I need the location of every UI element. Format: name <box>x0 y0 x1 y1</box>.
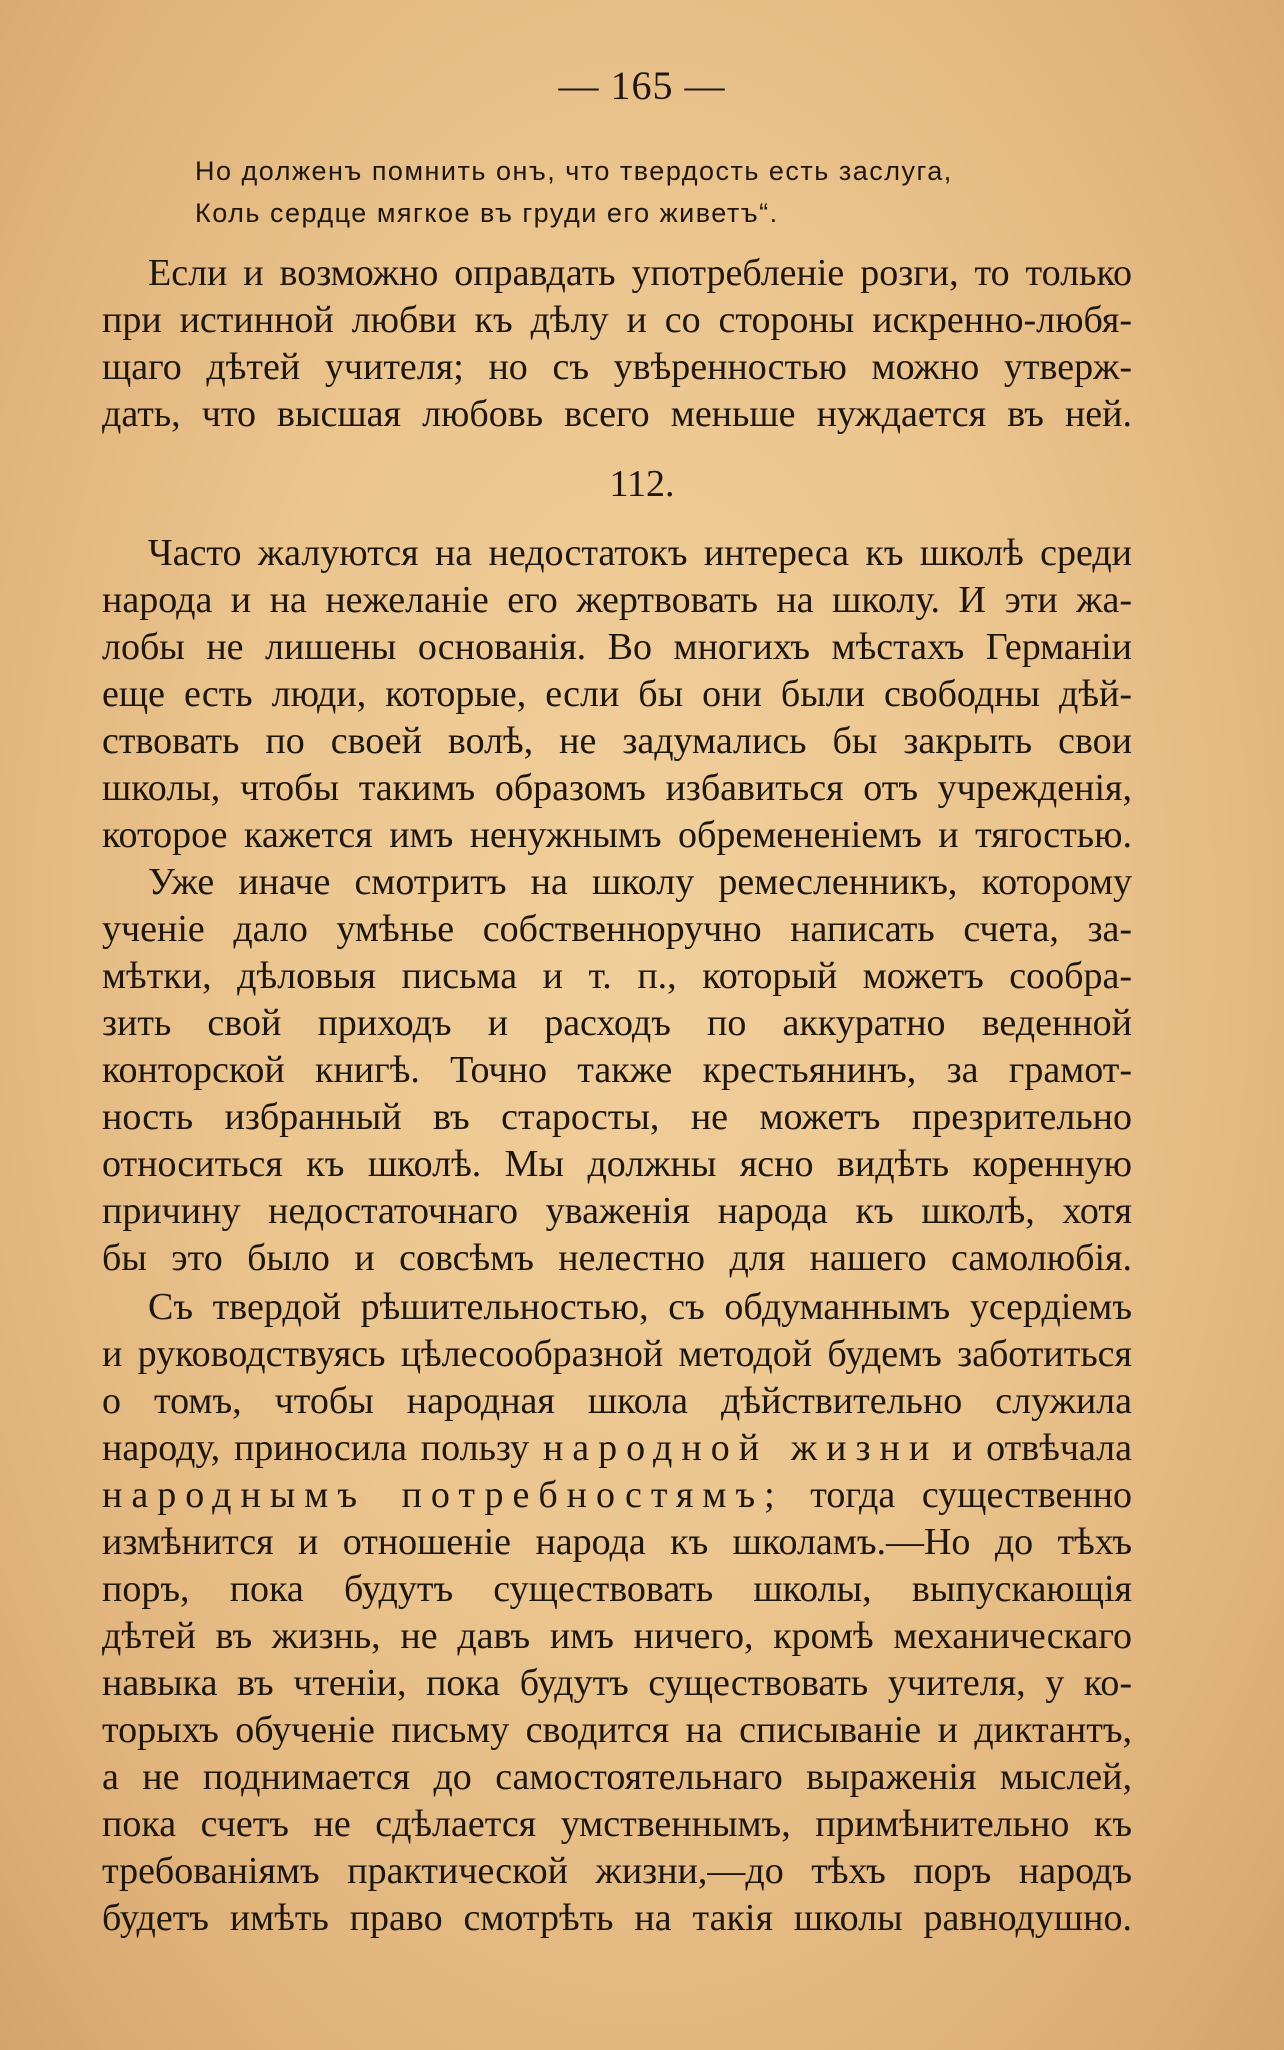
text-line: бы это было и совсѣмъ нелестно для нашего самолюбія. <box>102 1237 1132 1279</box>
text-line: будетъ имѣть право смотрѣть на такія школы равнодушно. <box>102 1897 1132 1939</box>
paragraph-1 <box>102 250 1132 438</box>
text-line: дѣтей въ жизнь, не давъ имъ ничего, кромѣ механическаго <box>102 1615 1132 1657</box>
text-line: пока счетъ не сдѣлается умственнымъ, примѣнительно къ <box>102 1803 1132 1845</box>
epigraph-line: Коль сердце мягкое въ груди его живетъ“. <box>195 198 779 228</box>
paragraph-4 <box>102 1284 1132 1942</box>
text-line: торыхъ обученіе письму сводится на списываніе и диктантъ, <box>102 1709 1132 1751</box>
text-line: конторской книгѣ. Точно также крестьянинъ, за грамот- <box>102 1049 1132 1091</box>
text-line: школы, чтобы такимъ образомъ избавиться отъ учрежденія, <box>102 767 1132 809</box>
text-line: навыка въ чтеніи, пока будутъ существовать учителя, у ко- <box>102 1662 1132 1704</box>
text-line: Уже иначе смотритъ на школу ремесленникъ, которому <box>148 861 1132 903</box>
spaced-emphasis: народнымъ потребностямъ; <box>102 1474 784 1516</box>
text-line <box>102 1425 1132 1472</box>
text-line: причину недостаточнаго уваженія народа къ школѣ, хотя <box>102 1190 1132 1232</box>
text-line: ученіе дало умѣнье собственноручно написать счета, за- <box>102 908 1132 950</box>
text-line: дать, что высшая любовь всего меньше нуждается въ ней. <box>102 393 1132 435</box>
text-line: народа и на нежеланіе его жертвовать на школу. И эти жа- <box>102 579 1132 621</box>
text-line <box>102 1472 1132 1519</box>
text-line: лобы не лишены основанія. Во многихъ мѣстахъ Германіи <box>102 626 1132 668</box>
epigraph-line: Но долженъ помнить онъ, что твердость есть заслуга, <box>195 156 953 186</box>
text-line: Часто жалуются на недостатокъ интереса къ школѣ среди <box>148 532 1132 574</box>
text-line: измѣнится и отношеніе народа къ школамъ.—Но до тѣхъ <box>102 1521 1132 1563</box>
text-line: поръ, пока будутъ существовать школы, выпускающія <box>102 1568 1132 1610</box>
text-line: относиться къ школѣ. Мы должны ясно видѣть коренную <box>102 1143 1132 1185</box>
text-fragment: народу, приносила пользу <box>102 1427 530 1469</box>
paragraph-3 <box>102 859 1132 1282</box>
text-line: при истинной любви къ дѣлу и со стороны искренно-любя- <box>102 299 1132 341</box>
text-line: еще есть люди, которые, если бы они были свободны дѣй- <box>102 673 1132 715</box>
text-line: о томъ, чтобы народная школа дѣйствительно служила <box>102 1380 1132 1422</box>
text-line: зить свой приходъ и расходъ по аккуратно веденной <box>102 1002 1132 1044</box>
text-line: ность избранный въ старосты, не можетъ презрительно <box>102 1096 1132 1138</box>
text-fragment: тогда существенно <box>810 1474 1132 1516</box>
text-fragment: и отвѣчала <box>952 1427 1132 1469</box>
text-line: Съ твердой рѣшительностью, съ обдуманнымъ усердіемъ <box>148 1286 1132 1328</box>
page-number: — 165 — <box>558 63 726 108</box>
text-line: и руководствуясь цѣлесообразной методой будемъ заботиться <box>102 1333 1132 1375</box>
text-line: щаго дѣтей учителя; но съ увѣренностью можно утверж- <box>102 346 1132 388</box>
epigraph <box>195 150 1075 234</box>
text-line: Если и возможно оправдать употребленіе розги, то только <box>148 252 1132 294</box>
section-number: 112. <box>609 463 675 505</box>
text-line: требованіямъ практической жизни,—до тѣхъ поръ народъ <box>102 1850 1132 1892</box>
text-line: а не поднимается до самостоятельнаго выраженія мыслей, <box>102 1756 1132 1798</box>
text-line: которое кажется имъ ненужнымъ обремененіемъ и тягостью. <box>102 814 1132 856</box>
spaced-emphasis: народной жизни <box>542 1427 939 1469</box>
paragraph-2 <box>102 530 1132 859</box>
text-line: ствовать по своей волѣ, не задумались бы закрыть свои <box>102 720 1132 762</box>
text-line: мѣтки, дѣловыя письма и т. п., который можетъ сообра- <box>102 955 1132 997</box>
